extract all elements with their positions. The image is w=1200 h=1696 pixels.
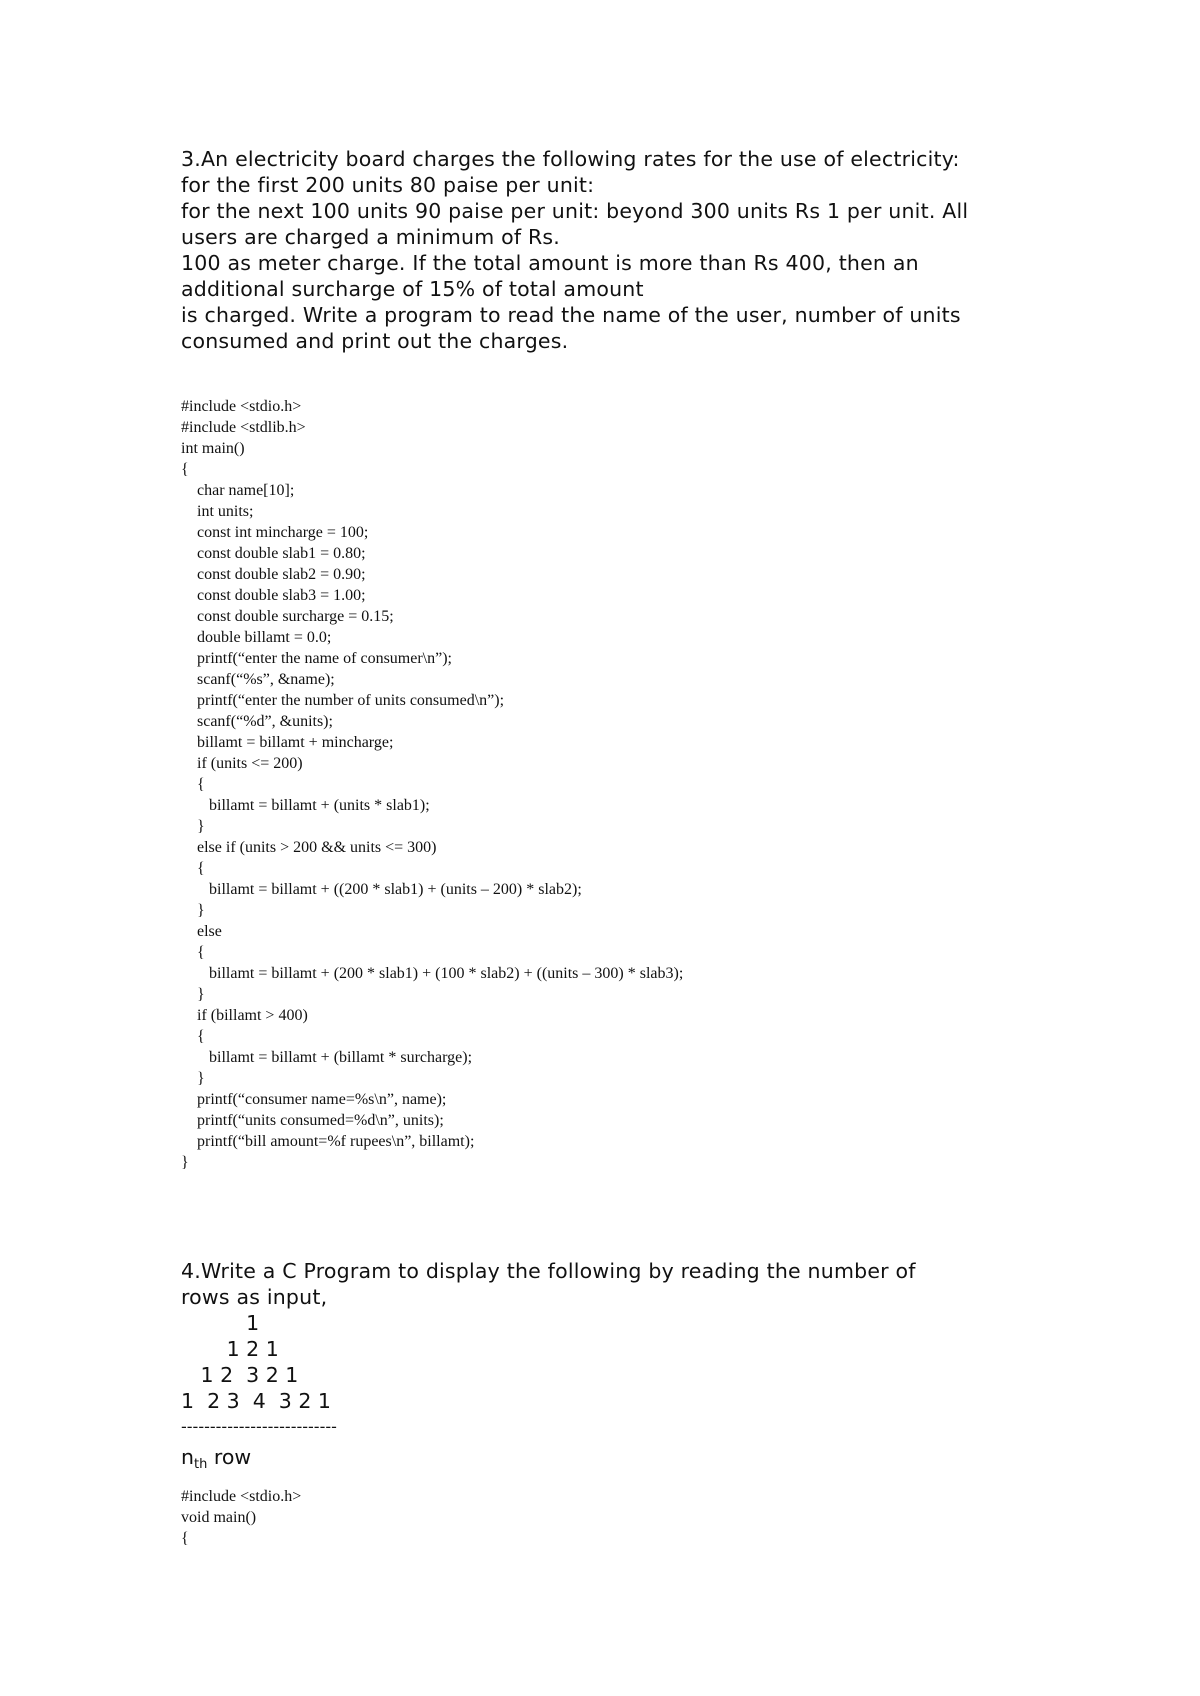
code-line: if (units <= 200) [181, 755, 303, 772]
code-line: const double surcharge = 0.15; [181, 608, 394, 625]
question-3-line: additional surcharge of 15% of total amount [181, 277, 644, 301]
code-line: else [181, 923, 222, 940]
code-line: void main() [181, 1509, 257, 1526]
question-4-code [181, 1486, 1081, 1549]
code-line: { [181, 776, 205, 793]
code-line: const int mincharge = 100; [181, 524, 369, 541]
question-3-line: users are charged a minimum of Rs. [181, 225, 561, 249]
code-line: double billamt = 0.0; [181, 629, 332, 646]
code-line: billamt = billamt + (billamt * surcharge); [181, 1049, 473, 1066]
code-line: printf(“enter the number of units consumed\n”); [181, 692, 505, 709]
question-3-code [181, 396, 1081, 1173]
code-line: billamt = billamt + (units * slab1); [181, 797, 430, 814]
code-line: scanf(“%s”, &name); [181, 671, 335, 688]
code-line: printf(“bill amount=%f rupees\n”, billamt); [181, 1133, 475, 1150]
question-3-line: for the next 100 units 90 paise per unit: beyond 300 units Rs 1 per unit. All [181, 199, 969, 223]
code-line: #include <stdio.h> [181, 1488, 302, 1505]
code-line: const double slab2 = 0.90; [181, 566, 366, 583]
code-line: } [181, 1154, 189, 1171]
pattern-row: 1 2 1 [181, 1337, 279, 1361]
code-line: { [181, 1028, 205, 1045]
code-line: { [181, 860, 205, 877]
code-line: int units; [181, 503, 254, 520]
question-3-line: is charged. Write a program to read the name of the user, number of units [181, 303, 961, 327]
code-line: } [181, 818, 205, 835]
code-line: int main() [181, 440, 245, 457]
code-line: { [181, 461, 189, 478]
question-3-line: 3.An electricity board charges the following rates for the use of electricity: [181, 147, 960, 171]
code-line: printf(“enter the name of consumer\n”); [181, 650, 452, 667]
code-line: billamt = billamt + mincharge; [181, 734, 394, 751]
question-3-line: consumed and print out the charges. [181, 329, 569, 353]
pattern-row: 1 [181, 1311, 260, 1335]
nth-row-label [181, 1444, 1081, 1474]
question-4-line: rows as input, [181, 1285, 328, 1309]
code-line: } [181, 1070, 205, 1087]
code-line: billamt = billamt + ((200 * slab1) + (units – 200) * slab2); [181, 881, 582, 898]
code-line: { [181, 944, 205, 961]
code-line: scanf(“%d”, &units); [181, 713, 333, 730]
question-3-line: for the first 200 units 80 paise per unit: [181, 173, 595, 197]
question-4-line: 4.Write a C Program to display the following by reading the number of [181, 1259, 916, 1283]
code-line: char name[10]; [181, 482, 295, 499]
code-line: const double slab3 = 1.00; [181, 587, 366, 604]
pattern-row: 1 2 3 2 1 [181, 1363, 299, 1387]
pattern-separator: --------------------------- [181, 1417, 337, 1436]
pattern-row: 1 2 3 4 3 2 1 [181, 1389, 331, 1413]
code-line: else if (units > 200 && units <= 300) [181, 839, 437, 856]
code-line: printf(“consumer name=%s\n”, name); [181, 1091, 447, 1108]
nth-base: n [181, 1445, 194, 1469]
code-line: printf(“units consumed=%d\n”, units); [181, 1112, 444, 1129]
nth-suffix: row [207, 1445, 252, 1469]
code-line: } [181, 902, 205, 919]
code-line: const double slab1 = 0.80; [181, 545, 366, 562]
code-line: } [181, 986, 205, 1003]
nth-subscript: th [194, 1457, 208, 1472]
code-line: if (billamt > 400) [181, 1007, 308, 1024]
question-3-line: 100 as meter charge. If the total amount is more than Rs 400, then an [181, 251, 919, 275]
code-line: #include <stdlib.h> [181, 419, 306, 436]
number-pattern [181, 1310, 1081, 1474]
code-line: #include <stdio.h> [181, 398, 302, 415]
code-line: { [181, 1530, 189, 1547]
question-4-text [181, 1258, 1081, 1310]
code-line: billamt = billamt + (200 * slab1) + (100 * slab2) + ((units – 300) * slab3); [181, 965, 684, 982]
question-3-text [181, 146, 1081, 354]
